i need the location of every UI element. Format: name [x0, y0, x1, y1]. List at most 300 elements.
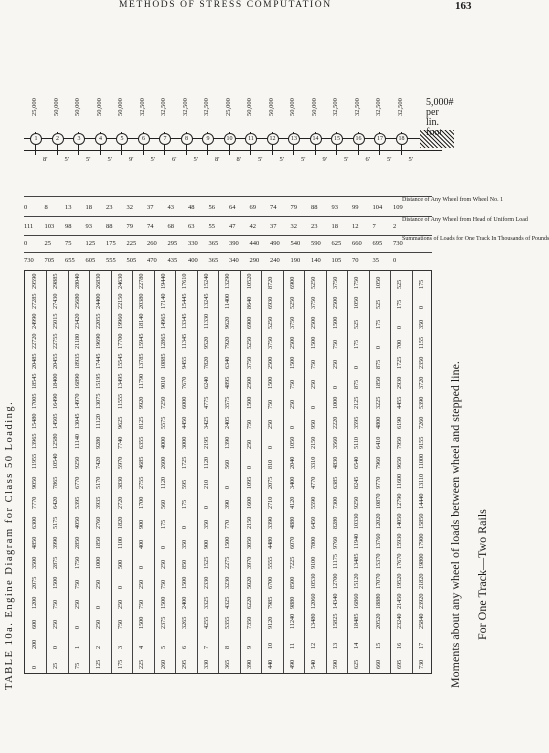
summation-b-value: 470 — [147, 257, 157, 264]
column-rule — [175, 271, 176, 673]
wheel-circle: 8 — [181, 133, 193, 145]
moment-value: 13485 — [353, 553, 361, 569]
column-rule — [197, 271, 198, 673]
moment-value: 24400 — [95, 293, 103, 309]
moment-value: 4850 — [31, 536, 38, 549]
moment-value: 13290 — [224, 273, 232, 289]
moment-value: 175 — [116, 659, 124, 669]
dist-from-uniform-value: 93 — [85, 223, 92, 230]
moment-value: 9880 — [288, 596, 296, 609]
moment-value: 2500 — [288, 336, 296, 349]
moment-value: 28040 — [73, 273, 81, 289]
moment-value: 6340 — [224, 356, 232, 369]
row-label-distance-wheel1: Distance of Any Wheel from Wheel No. 1 — [402, 197, 504, 203]
wheel-circle: 9 — [202, 133, 214, 145]
moment-value: 9620 — [224, 316, 232, 329]
moment-value: 19520 — [396, 573, 404, 589]
moment-value: 260 — [159, 659, 167, 669]
moment-value: 0 — [73, 625, 81, 629]
moment-value: 1500 — [52, 576, 60, 589]
moment-value: 330 — [202, 659, 210, 669]
moment-value: 6420 — [52, 496, 60, 509]
moment-value: 4830 — [331, 456, 339, 469]
moment-value: 13110 — [417, 473, 425, 489]
moment-value: 4775 — [202, 396, 210, 409]
rule — [24, 235, 432, 236]
moment-value: 0 — [267, 445, 275, 449]
moment-value: 9100 — [310, 556, 318, 569]
moment-value: 175 — [181, 499, 189, 509]
wheel-circle: 4 — [95, 133, 107, 145]
moment-value: 24990 — [31, 313, 38, 329]
moment-value: 13345 — [181, 313, 189, 329]
dist-from-wheel1-value: 18 — [85, 204, 92, 211]
moment-value: 11555 — [116, 393, 124, 409]
wheel-circle: 14 — [310, 133, 322, 145]
summation-b-value: 705 — [44, 257, 55, 264]
moment-value: 20485 — [31, 353, 38, 369]
moment-value: 9250 — [73, 456, 81, 469]
moment-value: 3425 — [202, 416, 210, 429]
moment-value: 8640 — [245, 296, 253, 309]
moment-value: 21180 — [73, 333, 81, 349]
moment-value: 26830 — [95, 273, 103, 289]
moment-value: 22150 — [116, 293, 124, 309]
dist-from-uniform-value: 74 — [147, 223, 154, 230]
moment-value: 4895 — [224, 376, 232, 389]
moment-value: 1390 — [224, 436, 232, 449]
moment-value: 29885 — [52, 273, 60, 289]
summation-b-value: 140 — [311, 257, 321, 264]
moment-value: 17700 — [116, 333, 124, 349]
moment-value: 2720 — [116, 496, 124, 509]
moment-value: 2600 — [159, 456, 167, 469]
moment-value: 17070 — [374, 573, 382, 589]
moment-value: 2400 — [181, 596, 189, 609]
moment-value: 2500 — [310, 316, 318, 329]
moment-value: 175 — [417, 279, 425, 289]
summation-b-value: 435 — [167, 257, 178, 264]
moment-value: 3500 — [31, 556, 38, 569]
dist-from-uniform-value: 47 — [229, 223, 236, 230]
column-rule — [326, 271, 327, 673]
moment-value: 175 — [159, 519, 167, 529]
moment-value: 250 — [95, 619, 103, 629]
moment-value: 810 — [267, 459, 275, 469]
moment-value: 9010 — [159, 376, 167, 389]
moment-value: 14970 — [73, 393, 81, 409]
summation-a-value: 490 — [270, 240, 280, 247]
dist-from-uniform-value: 88 — [106, 223, 113, 230]
moment-value: 850 — [181, 559, 189, 569]
moment-value: 4480 — [267, 536, 275, 549]
moment-value: 750 — [310, 359, 318, 369]
dist-from-uniform-value: 103 — [44, 223, 55, 230]
wheel-spacing: 5' — [86, 156, 91, 163]
moment-value: 15240 — [202, 273, 210, 289]
dist-from-uniform-value: 23 — [311, 223, 318, 230]
dist-from-wheel1-value: 69 — [249, 204, 256, 211]
moment-value: 0 — [95, 605, 103, 609]
moment-value: 17005 — [31, 393, 38, 409]
note-track: For One Track—Two Rails — [475, 509, 489, 640]
moment-value: 13785 — [138, 353, 146, 369]
moment-value: 7250 — [159, 396, 167, 409]
moment-value: 13760 — [374, 533, 382, 549]
column-rule — [283, 271, 284, 673]
column-rule — [46, 271, 47, 673]
moment-value: 1850 — [374, 376, 382, 389]
wheel-circle: 5 — [116, 133, 128, 145]
moment-value: 3750 — [245, 356, 253, 369]
summation-b-value: 290 — [249, 257, 260, 264]
summation-a-value: 365 — [208, 240, 219, 247]
moment-value: 13045 — [73, 413, 81, 429]
moment-value: 9650 — [396, 456, 404, 469]
moment-value: 695 — [396, 659, 404, 669]
moment-value: 250 — [138, 579, 146, 589]
dist-from-uniform-value: 111 — [24, 223, 34, 230]
summation-a-value: 440 — [249, 240, 260, 247]
moment-value: 4000 — [159, 436, 167, 449]
summation-b-value: 505 — [126, 257, 137, 264]
rule — [24, 216, 432, 217]
moment-value: 1155 — [417, 336, 425, 349]
moment-value: 3830 — [116, 476, 124, 489]
dist-from-uniform-value: 37 — [270, 223, 277, 230]
moment-value: 3990 — [52, 536, 60, 549]
moment-value: 7985 — [267, 596, 275, 609]
moment-value: 5555 — [267, 556, 275, 569]
moment-value: 125 — [95, 659, 103, 669]
moment-value: 0 — [374, 345, 382, 349]
moment-value: 20520 — [374, 613, 382, 629]
moment-value: 4450 — [181, 416, 189, 429]
moment-value: 25 — [52, 662, 60, 669]
moment-value: 590 — [331, 659, 339, 669]
summation-b-value: 35 — [372, 257, 379, 264]
dist-from-uniform-value: 12 — [352, 223, 359, 230]
moment-value: 22755 — [52, 333, 60, 349]
moment-value: 9050 — [31, 476, 38, 489]
dist-from-wheel1-value: 43 — [167, 204, 174, 211]
moment-value: 5590 — [310, 496, 318, 509]
moment-value: 3970 — [245, 556, 253, 569]
moment-value: 3265 — [181, 616, 189, 629]
row-label-distance-uniform: Distance of Any Wheel from Head of Uniform Load — [402, 217, 528, 223]
moment-value: 5250 — [245, 336, 253, 349]
moment-value: 0 — [202, 505, 210, 509]
moment-value: 560 — [159, 499, 167, 509]
moment-value: 750 — [288, 379, 296, 389]
dist-from-wheel1-value: 8 — [44, 204, 48, 211]
moment-value: 11140 — [73, 433, 81, 449]
wheel-spacing: 5' — [387, 156, 392, 163]
moment-value: 2350 — [417, 356, 425, 369]
moment-value: 16860 — [353, 593, 361, 609]
moment-value: 13480 — [310, 613, 318, 629]
moment-value: 7260 — [417, 416, 425, 429]
column-rule — [240, 271, 241, 673]
moment-value: 365 — [224, 659, 232, 669]
moment-value: 770 — [224, 519, 232, 529]
wheel-spacing: 5' — [258, 156, 263, 163]
moment-value: 13 — [331, 642, 339, 649]
moment-value: 10520 — [245, 273, 253, 289]
moment-value: 15 — [374, 642, 382, 649]
dist-from-wheel1-value: 37 — [147, 204, 154, 211]
dist-from-wheel1-value: 48 — [188, 204, 195, 211]
moment-value: 3325 — [202, 596, 210, 609]
moment-value: 0 — [245, 465, 253, 469]
moment-value: 22780 — [138, 273, 146, 289]
summation-a-value: 75 — [65, 240, 72, 247]
moment-value: 8125 — [138, 416, 146, 429]
moment-value: 750 — [267, 399, 275, 409]
moment-value: 18880 — [374, 593, 382, 609]
moment-value: 1500 — [181, 576, 189, 589]
moment-value: 10 — [267, 642, 275, 649]
moment-value: 5250 — [288, 296, 296, 309]
column-rule — [111, 271, 112, 673]
moment-value: 1100 — [116, 536, 124, 549]
dist-from-uniform-value: 2 — [393, 223, 397, 230]
moment-value: 23420 — [73, 313, 81, 329]
engine-diagram: 1 25,000 8' 2 50,000 5' 3 50,000 5' 4 50,000 5' 5 50,000 9' 6 32,500 5' 7 32,500 6' 8 32,500 5' 9 32,500 8' 10 25,000 8' 11 50,000 5' 12 50,000 5' 13 50,000 5' 14 50,000 9' 15 32,500 5' 16 32,500 6' 17 32,500 5' 18 32,500 5' 5,000# per lin. foot — [24, 22, 454, 190]
moment-value: 6355 — [138, 436, 146, 449]
moment-value: 12580 — [52, 433, 60, 449]
moment-value: 0 — [310, 405, 318, 409]
dist-from-wheel1-value: 56 — [208, 204, 215, 211]
wheel-spacing: 5' — [301, 156, 306, 163]
wheel-circle: 2 — [52, 133, 64, 145]
moment-value: 5390 — [417, 396, 425, 409]
moment-value: 14965 — [159, 313, 167, 329]
moment-value: 750 — [331, 339, 339, 349]
moment-value: 3720 — [417, 376, 425, 389]
wheel-spacing: 5' — [408, 156, 413, 163]
moment-value: 390 — [245, 659, 253, 669]
moment-value: 11000 — [417, 453, 425, 469]
wheel-spacing: 5' — [150, 156, 155, 163]
moment-value: 24630 — [116, 273, 124, 289]
moment-value: 0 — [331, 385, 339, 389]
moment-value: 11345 — [181, 333, 189, 349]
moment-value: 3750 — [267, 336, 275, 349]
moment-value: 11600 — [396, 473, 404, 489]
moment-value: 14340 — [331, 593, 339, 609]
moment-value: 9625 — [116, 416, 124, 429]
summation-a-value: 25 — [44, 240, 51, 247]
moment-value: 2275 — [224, 556, 232, 569]
column-rule — [218, 271, 219, 673]
moment-value: 7800 — [310, 536, 318, 549]
rule — [24, 252, 432, 253]
moment-value: 625 — [353, 659, 361, 669]
moment-value: 730 — [417, 659, 425, 669]
page-number: 163 — [455, 0, 472, 12]
column-rule — [304, 271, 305, 673]
moment-value: 8720 — [267, 276, 275, 289]
moment-value: 11330 — [202, 313, 210, 329]
moment-value: 15945 — [138, 333, 146, 349]
summation-b-value: 730 — [24, 257, 34, 264]
moment-value: 25840 — [417, 613, 425, 629]
moment-value: 1500 — [245, 396, 253, 409]
summation-a-value: 260 — [147, 240, 157, 247]
summation-a-value: 225 — [126, 240, 137, 247]
moment-value: 6000 — [181, 396, 189, 409]
moment-value: 6300 — [31, 516, 38, 529]
moment-value: 9920 — [138, 396, 146, 409]
moment-value: 9 — [245, 645, 253, 649]
moment-value: 2500 — [245, 376, 253, 389]
summation-b-value: 105 — [331, 257, 342, 264]
summation-a-value: 0 — [24, 240, 28, 247]
moment-value: 2040 — [288, 456, 296, 469]
summation-a-value: 390 — [229, 240, 239, 247]
rule — [24, 196, 432, 197]
moment-value: 500 — [116, 559, 124, 569]
moment-value: 1200 — [31, 596, 38, 609]
moment-value: 6220 — [245, 596, 253, 609]
moment-value: 18400 — [52, 373, 60, 389]
moment-value: 20380 — [138, 293, 146, 309]
moment-value: 7820 — [202, 356, 210, 369]
summation-b-value: 655 — [65, 257, 75, 264]
moment-value: 175 — [396, 299, 404, 309]
moment-value: 9250 — [353, 496, 361, 509]
moment-value: 250 — [73, 599, 81, 609]
moment-value: 3000 — [181, 436, 189, 449]
moment-value: 525 — [396, 279, 404, 289]
dist-from-uniform-value: 63 — [188, 223, 195, 230]
moment-value: 250 — [52, 619, 60, 629]
wheel-spacing: 8' — [43, 156, 48, 163]
moment-value: 1120 — [202, 456, 210, 469]
moment-value: 525 — [374, 299, 382, 309]
moment-value: 5970 — [116, 456, 124, 469]
moment-value: 19800 — [417, 553, 425, 569]
moment-value: 1700 — [138, 496, 146, 509]
moment-value: 6240 — [202, 376, 210, 389]
moment-value: 1725 — [396, 356, 404, 369]
moment-value: 2500 — [331, 296, 339, 309]
summation-a-value: 730 — [393, 240, 403, 247]
moment-value: 3310 — [310, 456, 318, 469]
moment-value: 15825 — [331, 613, 339, 629]
moment-value: 250 — [310, 379, 318, 389]
moment-value: 15545 — [116, 353, 124, 369]
column-rule — [347, 271, 348, 673]
dist-from-uniform-value: 32 — [290, 223, 297, 230]
moment-value: 11175 — [331, 553, 339, 569]
moment-value: 22720 — [31, 333, 38, 349]
moment-value: 3935 — [95, 496, 103, 509]
moment-value: 3400 — [288, 476, 296, 489]
moment-value: 8280 — [331, 516, 339, 529]
moment-value: 16490 — [52, 393, 60, 409]
moment-value: 1050 — [288, 436, 296, 449]
moment-value: 2755 — [138, 476, 146, 489]
moment-value: 7225 — [288, 556, 296, 569]
moment-value: 0 — [31, 665, 38, 669]
moment-value: 0 — [396, 325, 404, 329]
column-rule — [132, 271, 133, 673]
moment-value: 1095 — [245, 476, 253, 489]
moment-value: 16 — [396, 642, 404, 649]
moment-value: 200 — [31, 639, 38, 649]
moment-value: 1050 — [353, 296, 361, 309]
moment-value: 2405 — [224, 416, 232, 429]
moment-value: 6190 — [396, 416, 404, 429]
moment-value: 23920 — [417, 593, 425, 609]
moment-value: 8500 — [288, 576, 296, 589]
moment-value: 3230 — [224, 576, 232, 589]
moment-value: 3560 — [331, 436, 339, 449]
moment-value: 19960 — [116, 313, 124, 329]
moment-value: 1000 — [95, 556, 103, 569]
moment-value: 1600 — [245, 496, 253, 509]
moment-value: 14440 — [417, 493, 425, 509]
moment-value: 2075 — [31, 576, 38, 589]
moment-value: 12060 — [310, 593, 318, 609]
moment-value: 5175 — [52, 516, 60, 529]
dist-from-uniform-value: 79 — [126, 223, 133, 230]
moment-value: 540 — [310, 659, 318, 669]
moment-value: 25680 — [73, 293, 81, 309]
moment-value: 7920 — [224, 336, 232, 349]
dist-from-uniform-value: 7 — [372, 223, 376, 230]
moment-value: 4880 — [288, 516, 296, 529]
wheel-circle: 18 — [396, 133, 408, 145]
moment-value: 6900 — [245, 316, 253, 329]
moment-value: 18140 — [138, 313, 146, 329]
wheel-spacing: 6' — [172, 156, 177, 163]
moment-value: 750 — [73, 579, 81, 589]
moment-value: 2760 — [95, 516, 103, 529]
dist-from-uniform-value: 98 — [65, 223, 72, 230]
moment-value: 600 — [31, 619, 38, 629]
moment-value: 5170 — [95, 476, 103, 489]
wheel-spacing: 9' — [322, 156, 327, 163]
moment-value: 9155 — [417, 436, 425, 449]
wheel-spacing: 8' — [236, 156, 241, 163]
moment-value: 1500 — [331, 316, 339, 329]
dist-from-wheel1-value: 64 — [229, 204, 236, 211]
moment-value: 19440 — [159, 273, 167, 289]
dist-from-uniform-value: 18 — [331, 223, 338, 230]
moment-value: 2125 — [353, 396, 361, 409]
moment-value: 7960 — [374, 456, 382, 469]
moment-value: 2 — [95, 645, 103, 649]
dist-from-wheel1-value: 99 — [352, 204, 359, 211]
moment-value: 750 — [245, 419, 253, 429]
moment-value: 17140 — [159, 293, 167, 309]
moment-value: 6700 — [267, 576, 275, 589]
moment-value: 11240 — [288, 613, 296, 629]
summation-a-value: 695 — [372, 240, 383, 247]
moment-value: 4050 — [73, 516, 81, 529]
moment-value: 2330 — [202, 576, 210, 589]
moment-value: 7300 — [331, 496, 339, 509]
summation-a-value: 590 — [311, 240, 321, 247]
moment-value: 6930 — [267, 296, 275, 309]
moment-value: 900 — [202, 539, 210, 549]
moment-value: 4800 — [374, 416, 382, 429]
wheel-circle: 11 — [245, 133, 257, 145]
moment-value: 15195 — [95, 373, 103, 389]
